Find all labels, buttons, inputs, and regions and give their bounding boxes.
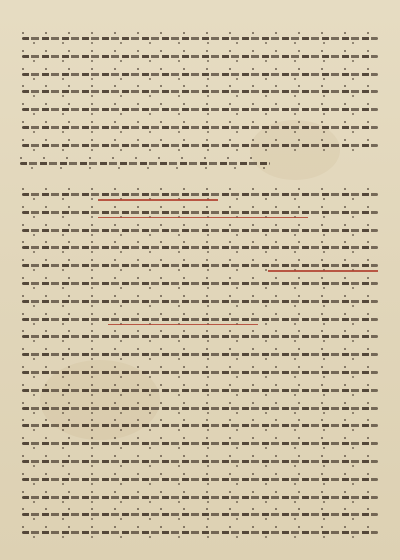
text-line	[22, 257, 378, 275]
document-text	[0, 0, 1, 1]
text-line	[22, 328, 378, 346]
text-line	[22, 101, 378, 119]
text-line	[22, 435, 378, 453]
text-line	[22, 489, 378, 507]
text-line	[22, 66, 378, 84]
text-line	[22, 83, 378, 101]
paragraph-1	[22, 30, 378, 172]
paragraph-2	[22, 186, 378, 542]
text-line	[22, 137, 378, 155]
text-line	[22, 417, 378, 435]
text-line	[22, 346, 378, 364]
text-line	[22, 239, 378, 257]
text-line	[22, 48, 378, 66]
text-line	[22, 382, 378, 400]
text-line	[22, 293, 378, 311]
text-line	[22, 524, 378, 542]
text-line	[22, 275, 378, 293]
text-line	[22, 471, 378, 489]
text-line	[22, 453, 378, 471]
text-line	[22, 155, 378, 173]
text-line	[22, 30, 378, 48]
text-line	[22, 400, 378, 418]
text-line	[22, 186, 378, 204]
text-line	[22, 204, 378, 222]
text-line	[22, 311, 378, 329]
text-line	[22, 222, 378, 240]
text-line	[22, 364, 378, 382]
text-line	[22, 506, 378, 524]
text-line	[22, 119, 378, 137]
